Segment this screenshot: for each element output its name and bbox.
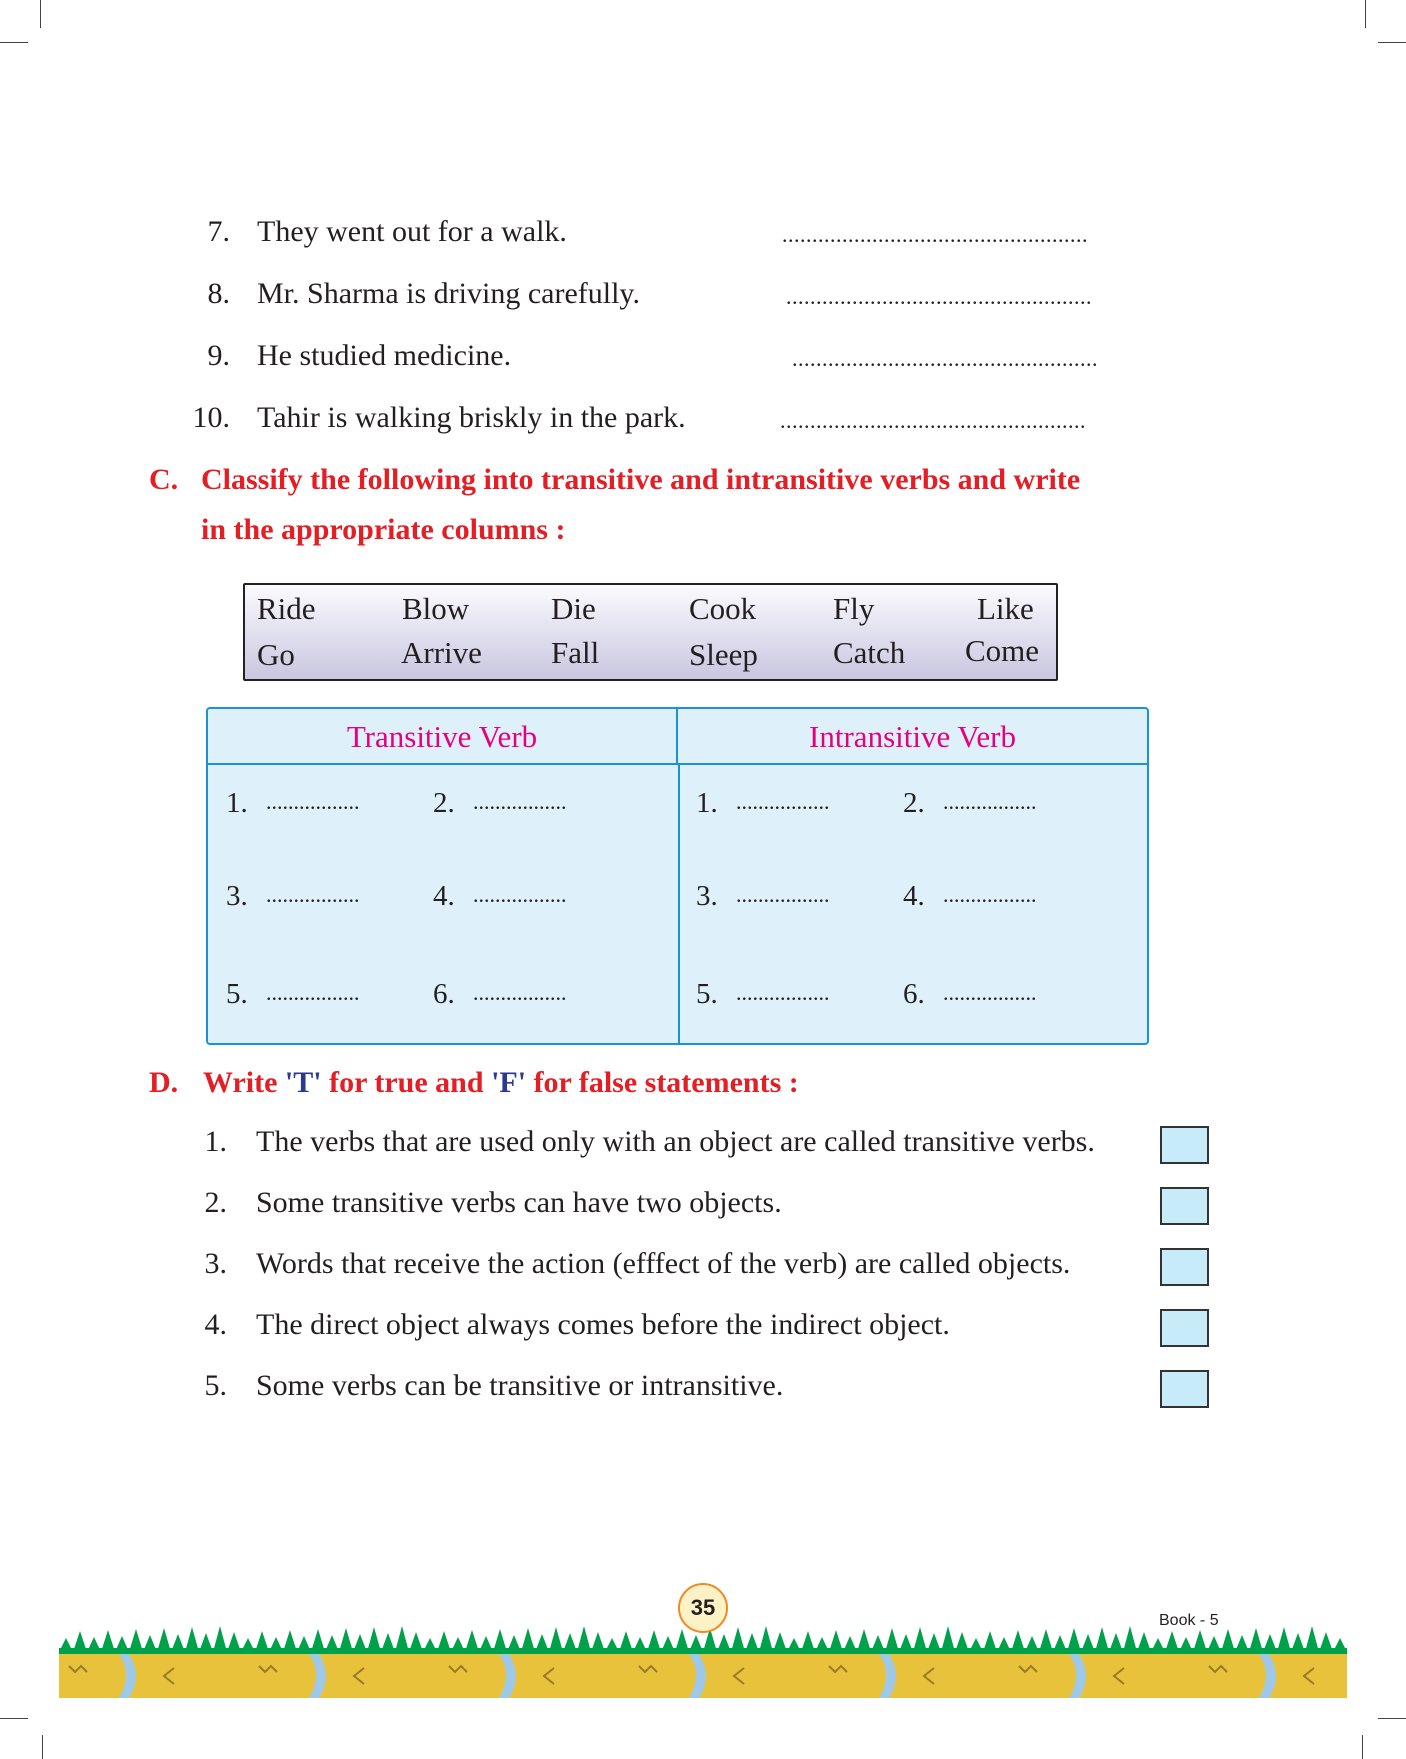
answer-blank[interactable]: ................................................... (780, 408, 1086, 433)
item-number: 1. (204, 1125, 227, 1158)
crop-mark (1378, 1718, 1406, 1719)
item-number: 5. (204, 1369, 227, 1402)
crop-mark (0, 42, 28, 43)
verb-word-box (243, 583, 1058, 681)
f-label: 'F' (491, 1066, 527, 1099)
statement-text: The verbs that are used only with an object are called transitive verbs. (256, 1125, 1095, 1158)
section-c-heading-line2: in the appropriate columns : (201, 513, 566, 546)
answer-blank[interactable]: ................. (736, 789, 830, 814)
t-label: 'T' (284, 1066, 322, 1099)
verb-word: Fly (833, 591, 875, 626)
verb-word: Catch (833, 635, 906, 670)
crop-mark (1378, 42, 1406, 43)
cell-number: 2. (903, 787, 925, 819)
crop-mark (40, 0, 41, 28)
cell-number: 1. (226, 787, 248, 819)
answer-blank[interactable]: ................. (266, 882, 360, 907)
answer-blank[interactable]: ................. (266, 980, 360, 1005)
crop-mark (0, 1718, 28, 1719)
verb-word: Blow (402, 591, 470, 626)
answer-blank[interactable]: ................................................... (782, 222, 1088, 247)
verb-word: Go (257, 637, 295, 672)
crop-mark (1365, 0, 1366, 28)
item-number: 9. (207, 339, 230, 372)
answer-box[interactable] (1160, 1126, 1209, 1164)
answer-blank[interactable]: ................. (473, 882, 567, 907)
answer-blank[interactable]: ................. (266, 789, 360, 814)
item-number: 8. (207, 277, 230, 310)
item-text: They went out for a walk. (257, 215, 567, 248)
answer-blank[interactable]: ................. (736, 882, 830, 907)
heading-text: for true and (321, 1066, 492, 1099)
answer-blank[interactable]: ................. (943, 882, 1037, 907)
section-c-heading: Classify the following into transitive and intransitive verbs and write (201, 463, 1081, 496)
header-transitive: Transitive Verb (208, 709, 678, 765)
item-number: 7. (207, 215, 230, 248)
crop-mark (1362, 1735, 1363, 1759)
item-number: 2. (204, 1186, 227, 1219)
cell-number: 6. (433, 978, 455, 1010)
answer-blank[interactable]: ................. (943, 789, 1037, 814)
item-number: 4. (204, 1308, 227, 1341)
answer-box[interactable] (1160, 1370, 1209, 1408)
section-d-letter: D. (149, 1066, 179, 1099)
answer-blank[interactable]: ................. (473, 980, 567, 1005)
crop-mark (42, 1735, 43, 1759)
section-d-heading (203, 1066, 799, 1100)
verb-word: Sleep (689, 637, 758, 672)
verb-word: Like (977, 591, 1034, 626)
verb-word: Come (965, 633, 1040, 668)
verb-word: Fall (551, 635, 600, 670)
column-divider (678, 765, 680, 1043)
answer-blank[interactable]: ................................................... (786, 284, 1092, 309)
book-label: Book - 5 (1159, 1612, 1219, 1629)
statement-text: Some verbs can be transitive or intransitive. (256, 1369, 784, 1402)
cell-number: 3. (226, 880, 248, 912)
statement-text: Some transitive verbs can have two objects. (256, 1186, 782, 1219)
heading-text: Write (203, 1066, 285, 1099)
item-number: 10. (192, 401, 230, 434)
verb-word: Ride (257, 591, 316, 626)
verb-word: Arrive (401, 635, 482, 670)
header-intransitive: Intransitive Verb (678, 709, 1147, 765)
classification-table (206, 707, 1149, 1045)
section-c-letter: C. (149, 463, 179, 496)
statement-text: Words that receive the action (efffect of the verb) are called objects. (256, 1247, 1071, 1280)
verb-word: Cook (689, 591, 757, 626)
cell-number: 6. (903, 978, 925, 1010)
answer-blank[interactable]: ................. (473, 789, 567, 814)
statement-text: The direct object always comes before the indirect object. (256, 1308, 950, 1341)
item-number: 3. (204, 1247, 227, 1280)
cell-number: 5. (226, 978, 248, 1010)
cell-number: 2. (433, 787, 455, 819)
page-number: 35 (678, 1583, 728, 1633)
verb-word: Die (551, 591, 596, 626)
item-text: He studied medicine. (257, 339, 512, 372)
answer-box[interactable] (1160, 1187, 1209, 1225)
heading-text: for false statements : (526, 1066, 799, 1099)
answer-blank[interactable]: ................. (943, 980, 1037, 1005)
cell-number: 5. (696, 978, 718, 1010)
cell-number: 4. (433, 880, 455, 912)
answer-box[interactable] (1160, 1309, 1209, 1347)
answer-blank[interactable]: ................................................... (792, 346, 1098, 371)
item-text: Tahir is walking briskly in the park. (257, 401, 686, 434)
answer-box[interactable] (1160, 1248, 1209, 1286)
answer-blank[interactable]: ................. (736, 980, 830, 1005)
cell-number: 4. (903, 880, 925, 912)
cell-number: 1. (696, 787, 718, 819)
item-text: Mr. Sharma is driving carefully. (257, 277, 640, 310)
cell-number: 3. (696, 880, 718, 912)
